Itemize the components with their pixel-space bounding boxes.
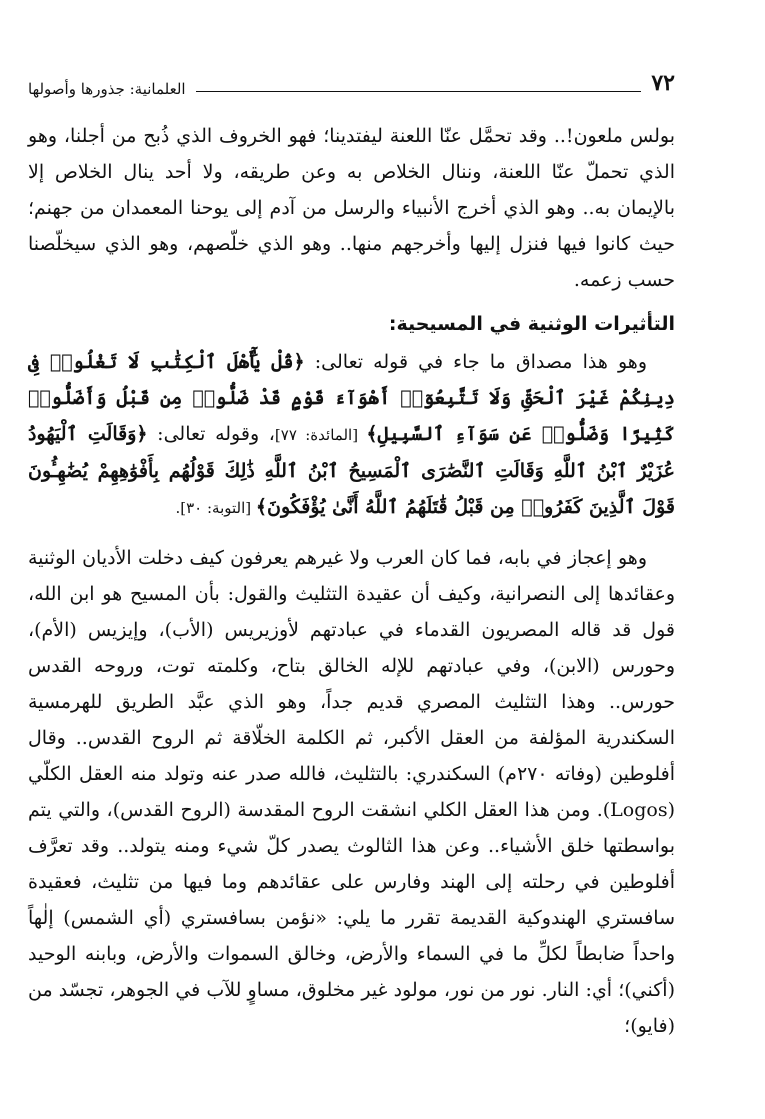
paragraph-gap [28,526,675,540]
quote-intro: وهو هذا مصداق ما جاء في قوله تعالى: [304,351,647,373]
paragraph-trinity [28,540,675,1044]
page-number: ٧٢ [651,70,675,96]
quran-verse-maidah: ﴿قُلْ يَٰٓأَهْلَ ٱلْكِتَٰبِ لَا تَغْلُوا۟ فِى دِينِكُمْ غَيْرَ ٱلْحَقِّ وَلَا تَتَّبِعُوٓا۟ أَهْوَآءَ قَوْمٍ قَدْ ضَلُّوا۟ مِن قَبْلُ وَأَضَلُّوا۟ كَثِيرًا وَضَلُّوا۟ عَن سَوَآءِ ٱلسَّبِيلِ﴾ [28,351,675,445]
section-heading: التأثيرات الوثنية في المسيحية: [388,313,675,335]
paragraph-quran-quotes [28,344,675,526]
running-head [28,64,675,100]
quote-connector: ، وقوله تعالى: [147,423,275,445]
header-rule [196,91,642,92]
trinity-text-part1: وهو إعجاز في بابه، فما كان العرب ولا غيرهم يعرفون كيف دخلت الأديان الوثنية وعقائدها إلى النصرانية، وكيف أن عقيدة التثليث والقول: بأن المسيح هو ابن الله، قول قد قاله المصريون القدماء في عبادتهم لأوزيريس (الأب)، وإيزيس (الأم)، وحورس (الابن)، وفي عبادتهم للإله الخالق بتاح، وكلمته توت، وروحه القدس حورس.. وهذا التثليث المصري قديم جداً، وهو الذي عبَّد الطريق للهرمسية السكندرية المؤلفة من العقل الأكبر، ثم الكلمة الخلّاقة ثم الروح القدس.. وقال أفلوطين (وفاته ٢٧٠م) السكندري: بالتثليث، فالله صدر عنه وتولد منه العقل الكلّي [28,547,675,785]
paragraph-paul: بولس ملعون!.. وقد تحمَّل عنّا اللعنة ليفتدينا؛ فهو الخروف الذي ذُبح من أجلنا، وهو الذي تحملّ عنّا اللعنة، وننال الخلاص به وعن طريقه، ولا أحد ينال الخلاص إلا بالإيمان به.. وهو الذي أخرج الأنبياء والرسل من آدم إلى يوحنا المعمدان من جهنم؛ حيث كانوا فيها فنزل إليها وأخرجهم منها.. وهو الذي خلّصهم، وهو الذي سيخلّصنا حسب زعمه. [28,125,675,291]
verse-reference-tawbah: [التوبة: ٣٠]. [175,499,256,517]
page-body [28,118,675,1044]
verse-reference-maidah: [المائدة: ٧٧] [274,426,367,444]
logos-term: (Logos) [602,799,675,821]
trinity-text-part2: . ومن هذا العقل الكلي انشقت الروح المقدسة (الروح القدس)، والتي يتم بواسطتها خلق الأشياء.. وعن هذا الثالوث يصدر كلّ شيء ومنه يتولد.. وقد تعرَّف أفلوطين في رحلته إلى الهند وفارس على عقائدهم وما فيها من تثليث، فعقيدة سافستري الهندوكية القديمة تقرر ما يلي: «نؤمن بسافستري (أي الشمس) إلٰهاً واحداً ضابطاً لكلِّ ما في السماء والأرض، وخالق السموات والأرض، وبابنه الوحيد (أكني)؛ أي: النار. نور من نور، مولود غير مخلوق، مساوٍ للآب في الجوهر، تجسّد من (فايو)؛ [28,799,675,1037]
book-title: العلمانية: جذورها وأصولها [28,80,186,98]
quran-verse-tawbah: ﴿وَقَالَتِ ٱلْيَهُودُ عُزَيْرٌ ٱبْنُ ٱللَّهِ وَقَالَتِ ٱلنَّصَٰرَى ٱلْمَسِيحُ ٱبْنُ ٱللَّهِ ذَٰلِكَ قَوْلُهُم بِأَفْوَٰهِهِمْ يُضَٰهِـُٔونَ قَوْلَ ٱلَّذِينَ كَفَرُوا۟ مِن قَبْلُ قَٰتَلَهُمُ ٱللَّهُ أَنَّىٰ يُؤْفَكُونَ﴾ [28,423,675,518]
